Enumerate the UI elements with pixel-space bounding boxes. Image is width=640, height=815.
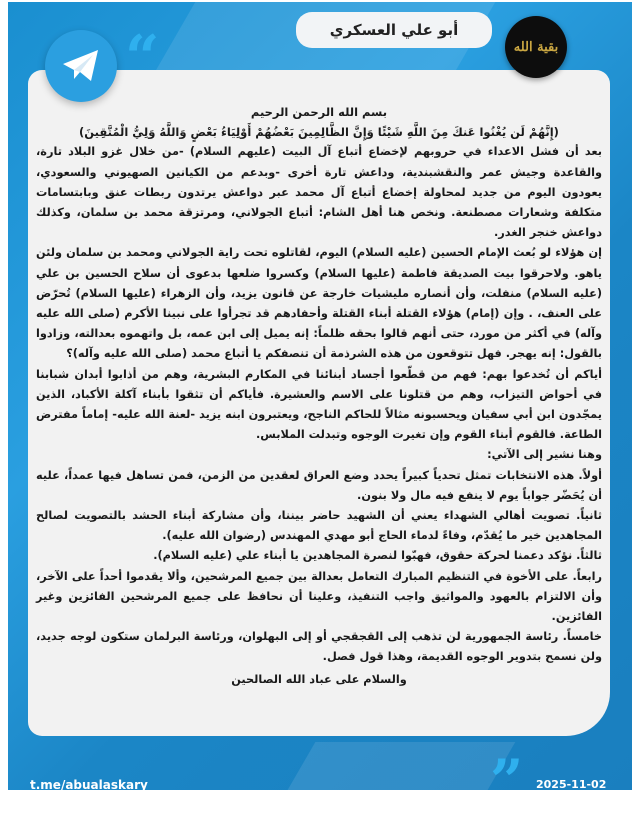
paragraph: إن هؤلاء لو بُعث الإمام الحسين (عليه السلام) اليوم، لقاتلوه تحت راية الجولاني ومحمد بن سلمان ولئن ياهو. ولاحرقوا بيت الصديقة فاطمة (عليها السلام) وكسروا ضلعها بدعوى أن سلاح الحسين بن علي (عليه السلام) منفلت، وأن أنصاره مليشيات خارجة عن قانون يزيد، وأن الزهراء (عليها السلام) تُحرّض على العنف، . وإن (إمام) هؤلاء القتلة أبناء القتلة وأحفادهم قد تجرأوا على نبينا الأكرم (صلى الله عليه وآله) في أكثر من مورد، حتى أنهم قالوا بحقه ظلماً: إنه يميل إلى ابن عمه، بل واتهموه بعدالته، وزادوا بالقول: إنه يهجر. فهل تتوقعون من هذه الشرذمة أن تنصفكم يا أتباع محمد (صلى الله عليه وآله)؟ bbox=[36, 246, 602, 361]
publish-date: 2025-11-02 bbox=[536, 778, 607, 791]
author-header bbox=[296, 12, 492, 48]
paragraph: رابعاً. على الأخوة في التنظيم المبارك التعامل بعدالة بين جميع المرشحين، وألا يقدموا أحداً على الآخر، وأن الالتزام بالعهود والمواثيق واجب التنفيذ، وعلينا أن نحافظ على جميع المرشحين الفائزين وغير الفائزين. bbox=[36, 569, 602, 624]
open-quote-icon: “ bbox=[125, 23, 160, 93]
author-name: أبو علي العسكري bbox=[329, 21, 459, 39]
paragraph: ثالثاً. نؤكد دعمنا لحركة حقوق، فهبّوا لنصرة المجاهدين يا أبناء علي (عليه السلام). bbox=[153, 549, 602, 563]
basmala: بسم الله الرحمن الرحيم bbox=[250, 105, 388, 119]
closing-salutation: والسلام على عباد الله الصالحين bbox=[231, 672, 407, 686]
paragraph: بعد أن فشل الاعداء في حروبهم لإخضاع أتباع آل البيت (عليهم السلام) -من خلال غزو البلاد تارة، والقاعدة وجيش عمر والنقشبندية، وداعش تارة أخرى -وبدعم من الكيانين الصهيوني والسعودي، يعودون اليوم من جديد لمحاولة إخضاع أتباع آل محمد عبر دواعش يرتدون ربطات عنق وبابتسامات متكلفة وشعارات مصطنعة. ونخص هنا أهل الشام: أتباع الجولاني، ومرتزقة محمد بن سلمان، وكذلك دواعش خنجر الغدر. bbox=[36, 145, 602, 240]
paragraph: وهنا نشير إلى الآتي: bbox=[487, 448, 602, 462]
logo-text: بقية الله bbox=[513, 39, 559, 55]
decorative-shine bbox=[281, 742, 516, 790]
paragraph: ثانياً. تصويت أهالي الشهداء يعني أن الشهيد حاضر بيننا، وأن مشاركة أبناء الحشد بالتصويت لصالح المجاهدين خير ما يُقدّم، وفاءً لدماء الحاج أبو مهدي المهندس (رضوان الله عليه). bbox=[36, 509, 602, 543]
statement-body bbox=[36, 96, 602, 690]
paragraph: أياكم أن تُخدعوا بهم: فهم من قطّعوا أجساد أبنائنا في المكارم البشرية، وهم من أذابوا أبدان شبابنا في أحواض التيزاب، وهم من قتلونا على الاسم والعشيرة. فأياكم أن تثقوا بأبناء آكلة الأكباد، الذين يمجّدون ابن أبي سفيان ويحسبونه مثالاً للحاكم الناجح، ويعتبرون ابنه يزيد -لعنة الله عليه- إماماً مفترض الطاعة. فالقوم أبناء القوم وإن تغيرت الوجوه وتبدلت الملابس. bbox=[36, 367, 602, 442]
telegram-icon bbox=[45, 30, 117, 102]
close-quote-icon: ” bbox=[490, 747, 524, 815]
paragraph: أولاً. هذه الانتخابات تمثل تحدياً كبيراً يحدد وضع العراق لعقدين من الزمن، فمن تساهل فيها عمداً، عليه أن يُحَضّر جواباً يوم لا ينفع فيه مال ولا بنون. bbox=[36, 468, 602, 502]
paragraph: خامساً. رئاسة الجمهورية لن تذهب إلى القجقجي أو إلى البهلوان، ورئاسة البرلمان ستكون لوجه جديد، ولن نسمح بتدوير الوجوه القديمة، وهذا قول فصل. bbox=[36, 630, 602, 664]
calligraphy-logo bbox=[505, 16, 567, 78]
quranic-verse: (إِنَّهُمْ لَن يُغْنُوا عَنكَ مِنَ اللَّهِ شَيْئًا وَإِنَّ الظَّالِمِينَ بَعْضُهُمْ أَوْلِيَاءُ بَعْضٍ وَاللَّهُ وَلِيُّ الْمُتَّقِينَ) bbox=[79, 125, 559, 140]
telegram-channel-link[interactable]: t.me/abualaskary bbox=[30, 778, 148, 792]
